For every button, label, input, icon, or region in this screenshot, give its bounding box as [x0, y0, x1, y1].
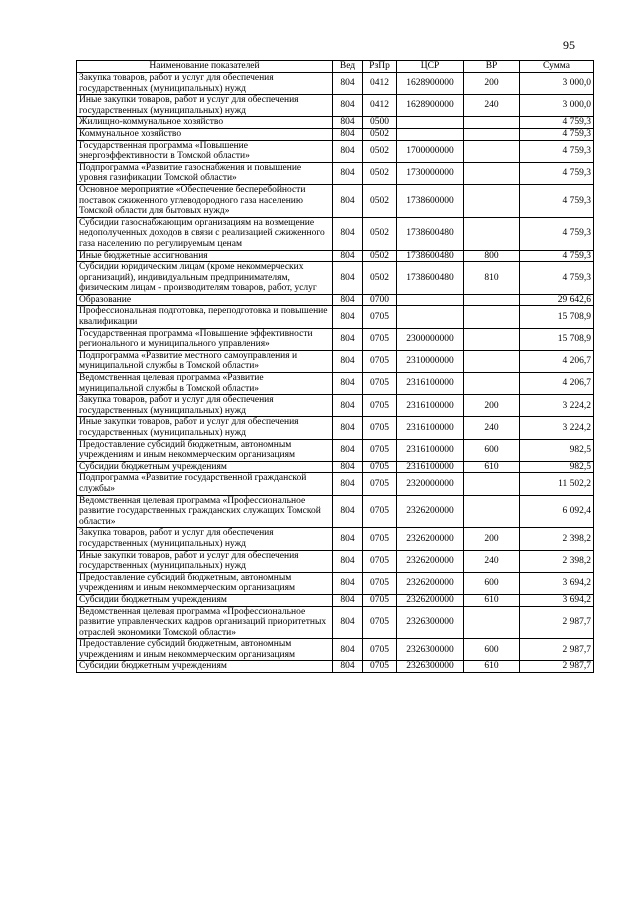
cell-sum: 4 759,3 — [520, 250, 594, 262]
table-row — [77, 128, 594, 140]
cell-vr — [464, 162, 520, 184]
cell-csr — [397, 128, 464, 140]
cell-csr: 2320000000 — [397, 473, 464, 495]
cell-sum: 2 987,7 — [520, 606, 594, 639]
budget-table — [76, 60, 594, 673]
cell-sum: 4 759,3 — [520, 162, 594, 184]
cell-vr — [464, 294, 520, 306]
cell-name: Подпрограмма «Развитие газоснабжения и повышение уровня газификации Томской области» — [77, 162, 333, 184]
cell-sum: 3 694,2 — [520, 572, 594, 594]
cell-vr — [464, 473, 520, 495]
cell-rzpr: 0502 — [363, 128, 397, 140]
cell-rzpr: 0700 — [363, 294, 397, 306]
cell-ved: 804 — [333, 128, 363, 140]
cell-name: Закупка товаров, работ и услуг для обеспечения государственных (муниципальных) нужд — [77, 73, 333, 95]
cell-csr: 1730000000 — [397, 162, 464, 184]
cell-sum: 3 000,0 — [520, 95, 594, 117]
cell-name: Государственная программа «Повышение энергоэффективности в Томской области» — [77, 140, 333, 162]
table-row — [77, 495, 594, 528]
table-row — [77, 550, 594, 572]
col-header-name: Наименование показателей — [77, 61, 333, 73]
cell-csr: 1738600480 — [397, 262, 464, 295]
cell-name: Ведомственная целевая программа «Развитие муниципальной службы в Томской области» — [77, 373, 333, 395]
cell-csr — [397, 117, 464, 129]
cell-name: Коммунальное хозяйство — [77, 128, 333, 140]
cell-name: Профессиональная подготовка, переподготовка и повышение квалификации — [77, 306, 333, 328]
table-row — [77, 473, 594, 495]
cell-rzpr: 0705 — [363, 306, 397, 328]
cell-rzpr: 0705 — [363, 495, 397, 528]
table-row — [77, 306, 594, 328]
cell-vr: 600 — [464, 639, 520, 661]
cell-rzpr: 0705 — [363, 395, 397, 417]
cell-csr: 2326200000 — [397, 594, 464, 606]
cell-sum: 2 987,7 — [520, 661, 594, 673]
cell-vr — [464, 306, 520, 328]
cell-sum: 4 759,3 — [520, 117, 594, 129]
cell-vr — [464, 373, 520, 395]
cell-rzpr: 0500 — [363, 117, 397, 129]
cell-vr: 240 — [464, 95, 520, 117]
cell-csr: 1628900000 — [397, 73, 464, 95]
cell-rzpr: 0412 — [363, 73, 397, 95]
cell-vr: 610 — [464, 661, 520, 673]
cell-name: Подпрограмма «Развитие государственной гражданской службы» — [77, 473, 333, 495]
cell-ved: 804 — [333, 306, 363, 328]
table-row — [77, 294, 594, 306]
table-row — [77, 606, 594, 639]
cell-name: Предоставление субсидий бюджетным, автономным учреждениям и иным некоммерческим организациям — [77, 639, 333, 661]
table-row — [77, 262, 594, 295]
cell-rzpr: 0705 — [363, 439, 397, 461]
cell-sum: 11 502,2 — [520, 473, 594, 495]
cell-name: Жилищно-коммунальное хозяйство — [77, 117, 333, 129]
cell-rzpr: 0705 — [363, 328, 397, 350]
cell-rzpr: 0502 — [363, 250, 397, 262]
cell-sum: 4 206,7 — [520, 373, 594, 395]
cell-name: Субсидии бюджетным учреждениям — [77, 461, 333, 473]
cell-name: Иные закупки товаров, работ и услуг для обеспечения государственных (муниципальных) нужд — [77, 550, 333, 572]
cell-vr: 610 — [464, 594, 520, 606]
table-row — [77, 95, 594, 117]
cell-name: Предоставление субсидий бюджетным, автономным учреждениям и иным некоммерческим организациям — [77, 439, 333, 461]
cell-name: Государственная программа «Повышение эффективности регионального и муниципального управления» — [77, 328, 333, 350]
table-row — [77, 461, 594, 473]
cell-ved: 804 — [333, 473, 363, 495]
cell-rzpr: 0705 — [363, 373, 397, 395]
cell-sum: 2 987,7 — [520, 639, 594, 661]
cell-ved: 804 — [333, 117, 363, 129]
cell-sum: 15 708,9 — [520, 306, 594, 328]
cell-ved: 804 — [333, 328, 363, 350]
cell-ved: 804 — [333, 594, 363, 606]
cell-rzpr: 0705 — [363, 639, 397, 661]
cell-vr: 610 — [464, 461, 520, 473]
cell-ved: 804 — [333, 639, 363, 661]
cell-ved: 804 — [333, 140, 363, 162]
cell-csr: 2326200000 — [397, 495, 464, 528]
cell-sum: 29 642,6 — [520, 294, 594, 306]
cell-name: Иные закупки товаров, работ и услуг для обеспечения государственных (муниципальных) нужд — [77, 95, 333, 117]
cell-name: Иные закупки товаров, работ и услуг для обеспечения государственных (муниципальных) нужд — [77, 417, 333, 439]
cell-name: Предоставление субсидий бюджетным, автономным учреждениям и иным некоммерческим организациям — [77, 572, 333, 594]
cell-vr — [464, 217, 520, 250]
table-row — [77, 528, 594, 550]
cell-sum: 2 398,2 — [520, 528, 594, 550]
cell-csr: 2300000000 — [397, 328, 464, 350]
cell-name: Субсидии бюджетным учреждениям — [77, 661, 333, 673]
cell-rzpr: 0502 — [363, 162, 397, 184]
table-row — [77, 184, 594, 217]
cell-csr: 2316100000 — [397, 373, 464, 395]
cell-name: Субсидии бюджетным учреждениям — [77, 594, 333, 606]
cell-ved: 804 — [333, 550, 363, 572]
cell-ved: 804 — [333, 73, 363, 95]
cell-name: Основное мероприятие «Обеспечение бесперебойности поставок сжиженного углеводородного газа населению Томской области для бытовых нужд» — [77, 184, 333, 217]
cell-csr: 2316100000 — [397, 395, 464, 417]
cell-ved: 804 — [333, 250, 363, 262]
cell-ved: 804 — [333, 439, 363, 461]
cell-sum: 3 224,2 — [520, 395, 594, 417]
cell-csr — [397, 306, 464, 328]
cell-rzpr: 0502 — [363, 184, 397, 217]
cell-vr — [464, 128, 520, 140]
cell-name: Субсидии газоснабжающим организациям на возмещение недополученных доходов в связи с реализацией сжиженного газа населению по регулируемым ценам — [77, 217, 333, 250]
table-row — [77, 217, 594, 250]
table-row — [77, 639, 594, 661]
cell-ved: 804 — [333, 528, 363, 550]
cell-vr — [464, 117, 520, 129]
cell-rzpr: 0705 — [363, 594, 397, 606]
table-row — [77, 328, 594, 350]
cell-rzpr: 0502 — [363, 140, 397, 162]
cell-csr: 2316100000 — [397, 417, 464, 439]
table-row — [77, 73, 594, 95]
cell-csr — [397, 294, 464, 306]
cell-vr: 600 — [464, 439, 520, 461]
cell-rzpr: 0502 — [363, 217, 397, 250]
cell-sum: 4 759,3 — [520, 184, 594, 217]
cell-rzpr: 0705 — [363, 572, 397, 594]
cell-rzpr: 0412 — [363, 95, 397, 117]
cell-sum: 982,5 — [520, 439, 594, 461]
cell-vr: 200 — [464, 73, 520, 95]
cell-sum: 3 224,2 — [520, 417, 594, 439]
table-row — [77, 117, 594, 129]
cell-ved: 804 — [333, 162, 363, 184]
cell-sum: 15 708,9 — [520, 328, 594, 350]
cell-name: Закупка товаров, работ и услуг для обеспечения государственных (муниципальных) нужд — [77, 528, 333, 550]
col-header-vr: ВР — [464, 61, 520, 73]
cell-name: Образование — [77, 294, 333, 306]
table-row — [77, 572, 594, 594]
cell-ved: 804 — [333, 461, 363, 473]
cell-csr: 2326200000 — [397, 550, 464, 572]
cell-ved: 804 — [333, 95, 363, 117]
table-row — [77, 162, 594, 184]
cell-csr: 2326300000 — [397, 661, 464, 673]
cell-sum: 3 000,0 — [520, 73, 594, 95]
cell-csr: 2326300000 — [397, 606, 464, 639]
cell-name: Иные бюджетные ассигнования — [77, 250, 333, 262]
col-header-sum: Сумма — [520, 61, 594, 73]
cell-ved: 804 — [333, 373, 363, 395]
cell-name: Субсидии юридическим лицам (кроме некоммерческих организаций), индивидуальным предпринимателям, физическим лицам - производителям товаров, работ, услуг — [77, 262, 333, 295]
cell-name: Закупка товаров, работ и услуг для обеспечения государственных (муниципальных) нужд — [77, 395, 333, 417]
table-row — [77, 373, 594, 395]
cell-csr: 1700000000 — [397, 140, 464, 162]
cell-name: Ведомственная целевая программа «Профессиональное развитие государственных гражданских служащих Томской области» — [77, 495, 333, 528]
cell-vr: 600 — [464, 572, 520, 594]
cell-rzpr: 0502 — [363, 262, 397, 295]
cell-csr: 2326200000 — [397, 528, 464, 550]
cell-csr: 1738600480 — [397, 217, 464, 250]
cell-vr: 240 — [464, 550, 520, 572]
cell-name: Ведомственная целевая программа «Профессиональное развитие управленческих кадров организаций приоритетных отраслей экономики Томской области» — [77, 606, 333, 639]
cell-ved: 804 — [333, 661, 363, 673]
cell-name: Подпрограмма «Развитие местного самоуправления и муниципальной службы в Томской области» — [77, 350, 333, 372]
col-header-ved: Вед — [333, 61, 363, 73]
cell-rzpr: 0705 — [363, 606, 397, 639]
cell-ved: 804 — [333, 572, 363, 594]
cell-sum: 4 759,3 — [520, 262, 594, 295]
cell-sum: 2 398,2 — [520, 550, 594, 572]
table-row — [77, 417, 594, 439]
table-row — [77, 350, 594, 372]
cell-ved: 804 — [333, 294, 363, 306]
cell-sum: 4 759,3 — [520, 128, 594, 140]
cell-sum: 6 092,4 — [520, 495, 594, 528]
cell-vr: 800 — [464, 250, 520, 262]
cell-rzpr: 0705 — [363, 350, 397, 372]
cell-ved: 804 — [333, 417, 363, 439]
cell-rzpr: 0705 — [363, 461, 397, 473]
cell-csr: 2316100000 — [397, 461, 464, 473]
table-row — [77, 140, 594, 162]
cell-ved: 804 — [333, 395, 363, 417]
col-header-csr: ЦСР — [397, 61, 464, 73]
cell-csr: 1738600480 — [397, 250, 464, 262]
cell-rzpr: 0705 — [363, 417, 397, 439]
table-row — [77, 395, 594, 417]
cell-sum: 3 694,2 — [520, 594, 594, 606]
cell-sum: 4 759,3 — [520, 217, 594, 250]
cell-vr: 240 — [464, 417, 520, 439]
cell-ved: 804 — [333, 495, 363, 528]
cell-vr — [464, 350, 520, 372]
cell-rzpr: 0705 — [363, 528, 397, 550]
cell-csr: 2310000000 — [397, 350, 464, 372]
cell-csr: 1738600000 — [397, 184, 464, 217]
cell-vr: 200 — [464, 395, 520, 417]
table-row — [77, 594, 594, 606]
cell-vr: 810 — [464, 262, 520, 295]
cell-vr — [464, 328, 520, 350]
cell-csr: 2316100000 — [397, 439, 464, 461]
cell-sum: 982,5 — [520, 461, 594, 473]
table-row — [77, 661, 594, 673]
cell-rzpr: 0705 — [363, 473, 397, 495]
col-header-rzpr: РзПр — [363, 61, 397, 73]
cell-csr: 2326200000 — [397, 572, 464, 594]
cell-rzpr: 0705 — [363, 661, 397, 673]
cell-sum: 4 759,3 — [520, 140, 594, 162]
table-row — [77, 250, 594, 262]
table-header-row — [77, 61, 594, 73]
cell-ved: 804 — [333, 217, 363, 250]
cell-ved: 804 — [333, 606, 363, 639]
cell-ved: 804 — [333, 184, 363, 217]
cell-ved: 804 — [333, 350, 363, 372]
cell-vr — [464, 495, 520, 528]
cell-csr: 2326300000 — [397, 639, 464, 661]
cell-csr: 1628900000 — [397, 95, 464, 117]
page-number: 95 — [563, 38, 575, 52]
cell-vr — [464, 606, 520, 639]
cell-rzpr: 0705 — [363, 550, 397, 572]
cell-sum: 4 206,7 — [520, 350, 594, 372]
cell-vr — [464, 140, 520, 162]
table-row — [77, 439, 594, 461]
cell-vr — [464, 184, 520, 217]
cell-ved: 804 — [333, 262, 363, 295]
cell-vr: 200 — [464, 528, 520, 550]
